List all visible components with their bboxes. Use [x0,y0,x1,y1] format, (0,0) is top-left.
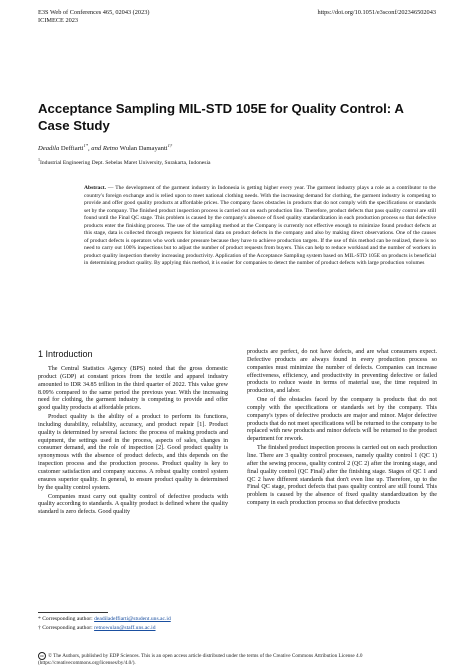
copyright-notice [38,652,438,667]
running-header-left [38,9,149,25]
author-separator: , and [87,145,103,153]
footnote-2-label: † Corresponding author: [38,625,95,631]
paragraph: Companies must carry out quality control of defective products with quality according to standards. A quality product is defined where the quality standard is zero defects. Good quality [38,493,228,516]
paragraph: products are perfect, do not have defects, and are what consumers expect. Defective products are always found in every production process so companies must minimize the number of defects. Companies can increase effectiveness, efficiency, and productivity in preventing defective or failed products to reduce waste in terms of material use, the time required in production, and labor. [247,349,437,395]
footnote-1 [38,616,171,622]
author-2-email-link[interactable]: retnowulan@staff.uns.ac.id [94,625,156,631]
abstract [84,185,436,268]
copyright-line-1: © The Authors, published by EDP Sciences. This is an open access article distributed under the terms of the Creative Commons Attribution License 4.0 [48,653,363,660]
license-url[interactable]: (https://creativecommons.org/licenses/by/4.0/). [38,660,136,666]
paragraph: Product quality is the ability of a product to perform its functions, including durability, reliability, accuracy, and product repair [1]. Product quality is determined by several factors: the process of making products and equipment, the settings used in the process, aspects of sales, changes in consumer demand, and the role of inspection [2]. Good product quality is synonymous with the absence of product defects, and this depends on the inspection process and the production process. Product quality is key to customer satisfaction and company success. A robust quality control system ensures superior quality. In general, to ensure product quality is determined by the quality control system. [38,414,228,491]
doi-link[interactable]: https://doi.org/10.1051/e3sconf/202346502043 [317,9,436,16]
author-2-mark: 1† [167,143,173,148]
author-1-email-link[interactable]: deadiladeffiarti@student.uns.ac.id [94,616,171,622]
right-column [247,349,437,508]
affiliation [38,157,211,166]
paragraph: One of the obstacles faced by the company is products that do not comply with the specifications or standards set by the company. This company's types of defective products are major and minor. Major defective products that do not meet specifications will be returned to the company to be replaced with new products and minor defects will be returned to the product department for rework. [247,397,437,443]
paragraph: The Central Statistics Agency (BPS) noted that the gross domestic product (GDP) at constant prices from the textile and apparel industry amounted to IDR 34.85 trillion in the third quarter of 2022. This value grew 8.09% compared to the same period the previous year. With the increasing need for clothing, the garment industry is competing to provide and offer good quality products at affordable prices. [38,366,228,412]
creative-commons-icon: cc [38,652,46,660]
section-heading-introduction: 1 Introduction [38,349,93,359]
paper-title: Acceptance Sampling MIL-STD 105E for Quality Control: A Case Study [38,101,404,133]
journal-name: E3S Web of Conferences 465, 02043 (2023) [38,9,150,16]
author-1-given: Deadila [38,145,60,153]
author-2-given: Retno [102,145,119,153]
conference-name: ICIMECE 2023 [38,17,79,24]
paragraph: The finished product inspection process is carried out on each production line. There are 3 quality control processes, namely quality control 1 (QC 1) after the sewing process, quality control 2 (QC 2) after the ironing stage, and final quality control (QC Final) after the finishing stage. Stages of QC 1 and QC 2 have different standards that don't even line up. Therefore, up to the Final QC stage, product defects that pass quality control are still found. This problem is caused by the absence of fixed quality standardization by the company in each production process so that defective products [247,445,437,507]
abstract-label: Abstract. [84,185,107,191]
author-2-family: Wulan Damayanti [118,145,168,153]
footnote-divider [38,612,108,613]
footnote-2 [38,625,156,631]
affiliation-text: Industrial Engineering Dept. Sebelas Maret University, Surakarta, Indonesia [40,159,211,166]
author-1-family: Deffiarti [59,145,84,153]
author-list [38,143,172,152]
left-column [38,366,228,517]
affiliation-mark: 1 [38,157,40,162]
footnote-1-label: * Corresponding author: [38,616,95,622]
abstract-text: — The development of the garment industry in Indonesia is getting higher every year. The garment industry plays a role as a contributor to the country's foreign exchange and is relied upon to meet national clothing needs. With the increasing demand for clothing, the garment industry is competing to provide and offer good quality products at affordable prices. The company faces obstacles in products that do not comply with the specifications or standards set by the company. The finished product inspection process is carried out on each production line. Therefore, product defects that pass quality control are still found until the Final QC stage. This problem is caused by the company's absence of fixed quality standardization in each production process so that defective products enter the finishing process. The use of the sampling method at the Company is currently not effective enough to minimize found product defects at this stage, data is collected through requests for historical data on product defects in the company and also by making direct observations. One of the causes of product defects is operators who work under pressure because they have to achieve production targets. If the use of this method can be realized, there is no need to carry out 100% inspections but to adjust the number of product requests from buyers. This can help to reduce workload and the number of workers in product quality inspection thereby increasing productivity. Application of the Acceptance Sampling system based on MIL-STD 105E on products is beneficial in determining product quality. By applying this method, it is easier for companies to detect the number of product defects with large production volumes [84,185,436,266]
author-1-mark: 1* [83,143,88,148]
